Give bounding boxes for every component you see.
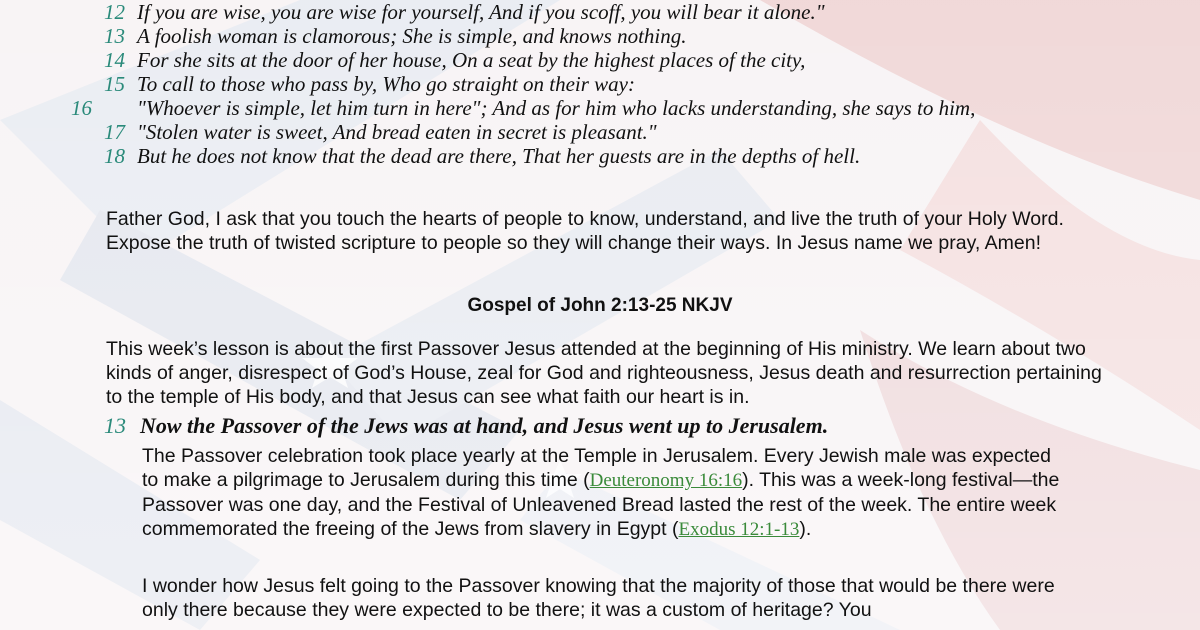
verse-text: A foolish woman is clamorous; She is simple, and knows nothing. xyxy=(137,24,687,48)
verse-line xyxy=(104,24,1104,48)
verse-number: 14 xyxy=(104,48,125,72)
verse-text: But he does not know that the dead are there, That her guests are in the depths of hell. xyxy=(137,144,861,168)
verse-text: To call to those who pass by, Who go straight on their way: xyxy=(137,72,635,96)
verse-text: If you are wise, you are wise for yourself, And if you scoff, you will bear it alone." xyxy=(137,0,825,24)
proverbs-verses xyxy=(71,0,1104,168)
verse-line xyxy=(104,0,1104,24)
section-heading: Gospel of John 2:13-25 NKJV xyxy=(467,295,733,316)
verse-line xyxy=(71,96,1097,120)
paragraph-text: The Passover celebration took place yearly at the Temple in Jerusalem. Every Jewish male was expected to make a pilgrimage to Jerusalem during this time ( xyxy=(142,445,1051,491)
verse-text: "Whoever is simple, let him turn in here"; And as for him who lacks understanding, she says to him, xyxy=(137,96,976,120)
verse-text: For she sits at the door of her house, On a seat by the highest places of the city, xyxy=(137,48,806,72)
verse-line xyxy=(104,48,1104,72)
verse-number: 13 xyxy=(104,413,126,438)
verse-line xyxy=(104,72,1104,96)
paragraph-text: ). This was a week-long festival—the Passover was one day, and the Festival of Unleavened Bread lasted the rest of the week. The entire week commemorated the freeing of the Jews from slavery in Egypt ( xyxy=(142,469,1060,540)
exodus-link[interactable]: Exodus 12:1-13 xyxy=(678,519,800,540)
verse-number: 15 xyxy=(104,72,125,96)
verse-number: 16 xyxy=(71,96,92,120)
key-verse xyxy=(104,412,1104,440)
verse-number: 12 xyxy=(104,0,125,24)
verse-line xyxy=(104,144,1104,168)
prayer-paragraph: Father God, I ask that you touch the hearts of people to know, understand, and live the truth of your Holy Word. Expose the truth of twisted scripture to people so they will change their ways. In Jesus name we pray, Amen! xyxy=(106,208,1064,254)
deuteronomy-link[interactable]: Deuteronomy 16:16 xyxy=(589,470,743,491)
verse-number: 18 xyxy=(104,144,125,168)
verse-number: 13 xyxy=(104,24,125,48)
paragraph-text: ). xyxy=(799,518,812,540)
verse-number: 17 xyxy=(104,120,125,144)
verse-text: "Stolen water is sweet, And bread eaten in secret is pleasant." xyxy=(137,120,657,144)
passover-paragraph xyxy=(142,444,1072,542)
lesson-intro-paragraph: This week’s lesson is about the first Passover Jesus attended at the beginning of His ministry. We learn about two kinds of anger, disrespect of God’s House, zeal for God and righteousness, Jesus death and resurrection pertaining to the temple of His body, and that Jesus can see what faith our heart is in. xyxy=(106,338,1102,408)
key-verse-text: Now the Passover of the Jews was at hand, and Jesus went up to Jerusalem. xyxy=(140,413,829,438)
verse-line xyxy=(104,120,1104,144)
reflection-paragraph: I wonder how Jesus felt going to the Passover knowing that the majority of those that would be there were only there because they were expected to be there; it was a custom of heritage? You xyxy=(142,575,1055,621)
